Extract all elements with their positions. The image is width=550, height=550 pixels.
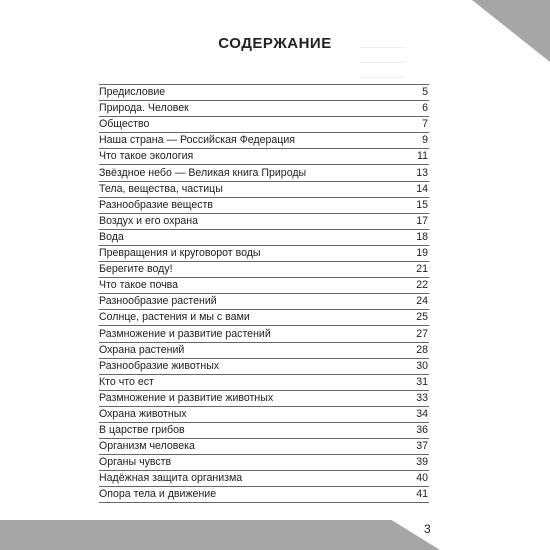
toc-entry-title: Что такое экология xyxy=(99,150,194,163)
toc-entry-page: 27 xyxy=(416,327,428,340)
toc-entry-title: Разнообразие животных xyxy=(99,359,220,372)
toc-entry xyxy=(99,487,429,503)
toc-entry xyxy=(99,133,429,149)
toc-entry xyxy=(99,117,429,133)
toc-entry-page: 28 xyxy=(416,343,428,356)
toc-entry-title: Охрана животных xyxy=(99,407,187,420)
toc-entry xyxy=(99,262,429,278)
toc-entry xyxy=(99,230,429,246)
toc-entry-title: Тела, вещества, частицы xyxy=(99,182,223,195)
toc-entry-page: 18 xyxy=(416,230,428,243)
toc-entry xyxy=(99,310,429,326)
toc-entry xyxy=(99,182,429,198)
toc-entry-page: 21 xyxy=(416,263,428,276)
toc-entry-page: 37 xyxy=(416,440,428,453)
toc-entry-title: Предисловие xyxy=(99,86,166,99)
toc-entry xyxy=(99,165,429,181)
corner-decoration-bottom xyxy=(0,520,440,550)
toc-entry xyxy=(99,359,429,375)
toc-entry-title: Наша страна — Российская Федерация xyxy=(99,134,295,147)
toc-entry xyxy=(99,343,429,359)
toc-entry-page: 39 xyxy=(416,456,428,469)
page-number: 3 xyxy=(424,522,431,536)
toc-entry-title: Берегите воду! xyxy=(99,263,173,276)
toc-entry-page: 31 xyxy=(416,375,428,388)
toc-entry-page: 33 xyxy=(416,391,428,404)
toc-entry-page: 25 xyxy=(416,311,428,324)
page-title: СОДЕРЖАНИЕ xyxy=(218,35,332,52)
toc-entry-title: Превращения и круговорот воды xyxy=(99,247,261,260)
toc-entry-title: В царстве грибов xyxy=(99,424,185,437)
toc-entry-title: Размножение и развитие животных xyxy=(99,391,274,404)
toc-entry-page: 30 xyxy=(416,359,428,372)
toc-entry xyxy=(99,198,429,214)
toc-entry-title: Природа. Человек xyxy=(99,102,189,115)
toc-entry-title: Общество xyxy=(99,118,150,131)
toc-entry-title: Звёздное небо — Великая книга Природы xyxy=(99,166,307,179)
toc-entry-title: Организм человека xyxy=(99,440,195,453)
toc-entry xyxy=(99,278,429,294)
toc-entry xyxy=(99,214,429,230)
toc-entry-title: Разнообразие растений xyxy=(99,295,217,308)
toc-entry xyxy=(99,326,429,342)
toc-entry-title: Охрана растений xyxy=(99,343,185,356)
toc-entry-title: Что такое почва xyxy=(99,279,179,292)
toc-entry-page: 6 xyxy=(422,102,428,115)
table-of-contents xyxy=(99,84,429,503)
toc-entry-page: 7 xyxy=(422,118,428,131)
toc-entry-title: Разнообразие веществ xyxy=(99,198,213,211)
toc-entry-page: 40 xyxy=(416,472,428,485)
toc-entry-page: 5 xyxy=(422,86,428,99)
toc-entry-page: 22 xyxy=(416,279,428,292)
toc-entry xyxy=(99,294,429,310)
toc-entry-page: 24 xyxy=(416,295,428,308)
toc-entry-page: 41 xyxy=(416,488,428,501)
toc-entry-page: 19 xyxy=(416,247,428,260)
toc-entry-title: Кто что ест xyxy=(99,375,154,388)
toc-entry-page: 11 xyxy=(417,150,428,163)
toc-entry xyxy=(99,149,429,165)
toc-entry-page: 13 xyxy=(416,166,428,179)
corner-decoration-top xyxy=(472,0,550,62)
toc-entry-page: 14 xyxy=(416,182,428,195)
toc-entry-title: Воздух и его охрана xyxy=(99,214,198,227)
toc-entry xyxy=(99,471,429,487)
toc-entry-title: Опора тела и движение xyxy=(99,488,217,501)
toc-entry xyxy=(99,423,429,439)
toc-entry-title: Вода xyxy=(99,230,124,243)
toc-entry-title: Органы чувств xyxy=(99,456,172,469)
toc-entry-title: Размножение и развитие растений xyxy=(99,327,271,340)
toc-entry xyxy=(99,375,429,391)
bleed-through-text: ─────── ─────── ─────── xyxy=(360,42,405,82)
toc-entry xyxy=(99,85,429,101)
toc-entry xyxy=(99,391,429,407)
toc-entry-page: 15 xyxy=(416,198,428,211)
toc-entry-page: 17 xyxy=(416,214,428,227)
toc-entry-page: 34 xyxy=(416,407,428,420)
toc-entry xyxy=(99,246,429,262)
toc-entry xyxy=(99,407,429,423)
toc-entry-page: 36 xyxy=(416,424,428,437)
toc-entry xyxy=(99,455,429,471)
toc-entry-title: Надёжная защита организма xyxy=(99,472,243,485)
toc-entry xyxy=(99,101,429,117)
toc-entry xyxy=(99,439,429,455)
toc-entry-title: Солнце, растения и мы с вами xyxy=(99,311,250,324)
toc-entry-page: 9 xyxy=(422,134,428,147)
